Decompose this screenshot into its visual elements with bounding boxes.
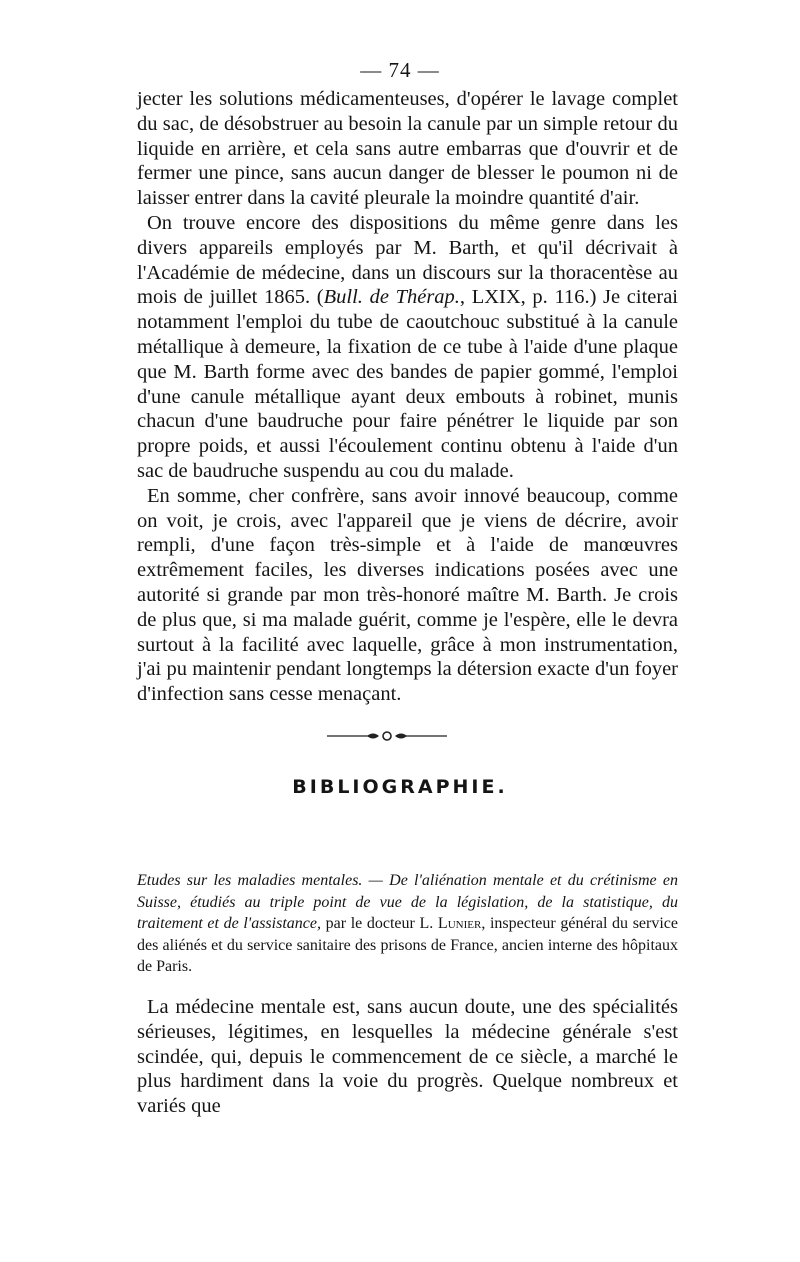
paragraph-3: En somme, cher confrère, sans avoir innové beaucoup, comme on voit, je crois, avec l'appareil que je viens de décrire, avoir rempli, d'une façon très-simple et à l'aide de manœuvres extrêmement faciles, les diverses indications posées avec une autorité si grande par mon très-honoré maître M. Barth. Je crois de plus que, si ma malade guérit, comme je l'espère, elle le devra surtout à la facilité avec laquelle, grâce à mon instrumentation, j'ai pu maintenir pendant longtemps la détersion exacte d'un foyer d'infection sans cesse menaçant. [137, 484, 678, 706]
bibliographic-reference [137, 870, 678, 978]
section-heading: BIBLIOGRAPHIE. [292, 776, 508, 798]
paragraph-2-part-b: , LXIX, p. 116.) Je citerai notamment l'emploi du tube de caoutchouc substitué à la canule métallique à demeure, la fixation de ce tube à l'aide d'une plaque que M. Barth forme avec des bandes de papier gommé, l'emploi d'une canule métallique ayant deux embouts à robinet, munis chacun d'une baudruche pour faire pénétrer le liquide par son propre poids, et aussi l'écoulement continu obtenu à l'aide d'un sac de baudruche suspendu au cou du malade. [137, 286, 678, 482]
paragraph-2-part-a: On trouve encore des dispositions du même genre dans les divers appareils employés par M. Barth, et qu'il décrivait à l'Académie de médecine, dans un discours sur la thoracentèse au mois de juillet 1865. ( [137, 211, 678, 309]
page-number: — 74 — [360, 58, 440, 82]
journal-citation: Bull. de Thérap. [323, 286, 460, 309]
review-paragraph: La médecine mentale est, sans aucun doute, une des spécialités sérieuses, légitimes, en lesquelles la médecine générale s'est scindée, qui, depuis le commencement de ce siècle, a marché le plus hardiment dans la voie du progrès. Quelque nombreux et variés que [137, 996, 678, 1118]
reference-title: Etudes sur les maladies mentales. — De l'aliénation mentale et du crétinisme en Suisse, étudiés au triple point de vue de la législation, de la statistique, du traitement et de l'assistance, [137, 872, 678, 932]
article-body [137, 87, 678, 707]
ornament-divider [327, 730, 447, 742]
reference-by: par le docteur L. [320, 915, 438, 932]
reference-author: Lunier [437, 915, 482, 932]
review-body [137, 995, 678, 1119]
paragraph-2 [137, 211, 678, 484]
paragraph-1: jecter les solutions médicamenteuses, d'opérer le lavage complet du sac, de désobstruer au besoin la canule par un simple retour du liquide en arrière, et cela sans autre embarras que d'ouvrir et de fermer une pince, sans aucun danger de blesser le poumon ni de laisser entrer dans la cavité pleurale la moindre quantité d'air. [137, 88, 678, 210]
reference-details: , inspecteur général du service des aliénés et du service sanitaire des prisons de France, ancien interne des hôpitaux de Paris. [137, 915, 679, 975]
